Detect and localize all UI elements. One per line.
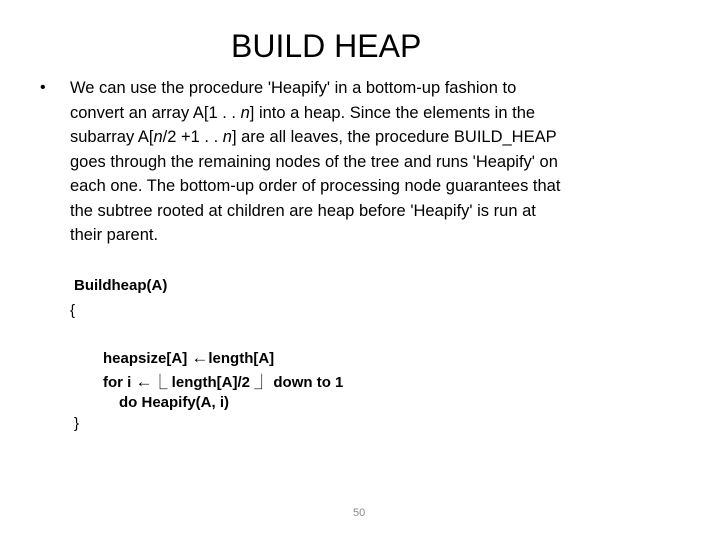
- code-for-suffix: down to 1: [269, 374, 344, 391]
- paragraph-line: their parent.: [70, 226, 159, 244]
- code-heapsize-var: heapsize[A]: [103, 350, 192, 367]
- code-line-for-loop: [103, 372, 343, 393]
- code-close-brace: }: [74, 415, 80, 432]
- italic-variable: n: [222, 128, 232, 146]
- italic-variable: n: [153, 128, 163, 146]
- paragraph-line: each one. The bottom-up order of processing node guarantees that: [70, 177, 561, 195]
- paragraph-line: subarray A[n/2 +1 . . n] are all leaves, the procedure BUILD_HEAP: [70, 128, 557, 146]
- code-open-brace: {: [70, 302, 76, 319]
- slide-title: BUILD HEAP: [231, 28, 422, 64]
- code-for-prefix: for i: [103, 374, 136, 391]
- italic-variable: n: [240, 103, 250, 122]
- bullet-paragraph: [70, 76, 630, 248]
- bullet-marker: •: [40, 79, 46, 96]
- floor-left-bracket: ⎿: [152, 374, 168, 391]
- paragraph-line: convert an array A[1 . . n] into a heap. Since the elements in the: [70, 103, 536, 122]
- paragraph-line: goes through the remaining nodes of the tree and runs 'Heapify' on: [70, 152, 558, 171]
- code-heapsize-rhs: length[A]: [208, 350, 275, 367]
- floor-right-bracket: ⏌: [254, 374, 270, 391]
- assign-arrow-icon: ←: [135, 372, 153, 391]
- code-for-expression: length[A]/2: [167, 374, 255, 391]
- code-function-header: Buildheap(A): [74, 277, 168, 294]
- paragraph-line: We can use the procedure 'Heapify' in a bottom-up fashion to: [70, 79, 517, 97]
- page-number: 50: [353, 507, 366, 519]
- paragraph-line: the subtree rooted at children are heap before 'Heapify' is run at: [70, 201, 536, 220]
- code-line-heapsize: [103, 348, 274, 369]
- assign-arrow-icon: ←: [191, 348, 209, 367]
- code-line-heapify-call: do Heapify(A, i): [119, 394, 230, 411]
